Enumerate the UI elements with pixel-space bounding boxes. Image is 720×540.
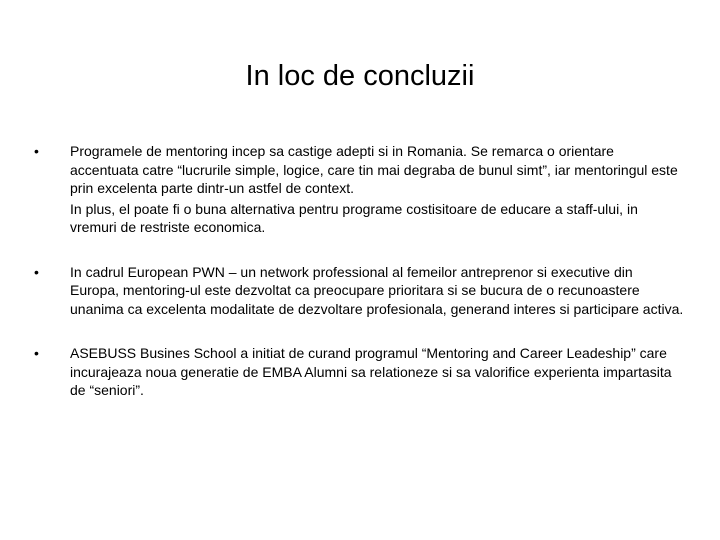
bullet-list: [34, 142, 684, 400]
bullet-item-mentoring-romania: [34, 142, 684, 237]
slide-title: In loc de concluzii: [245, 60, 475, 92]
bullet-text: Programele de mentoring incep sa castige adepti si in Romania. Se remarca o orientare accentuata catre “lucrurile simple, logice, care tin mai degraba de bunul simt”, iar mentoringul este prin excelenta parte dintr-un astfel de context.: [70, 143, 678, 196]
bullet-item-european-pwn: [34, 263, 684, 319]
bullet-text: In plus, el poate fi o buna alternativa pentru programe costisitoare de educare a staff-ului, in vremuri de restriste economica.: [70, 200, 638, 235]
bullet-text: In cadrul European PWN – un network professional al femeilor antreprenor si executive din Europa, mentoring-ul este dezvoltat ca preocupare prioritara si se bucura de o recunoastere unanima ca excelenta modalitate de dezvoltare profesionala, generand interes si participare activa.: [70, 263, 684, 317]
bullet-dot-icon: •: [34, 263, 39, 280]
bullet-item-asebuss: [34, 344, 684, 400]
bullet-dot-icon: •: [34, 345, 39, 361]
bullet-dot-icon: •: [34, 143, 39, 159]
bullet-text: ASEBUSS Busines School a initiat de curand programul “Mentoring and Career Leadeship” care incurajeaza noua generatie de EMBA Alumni sa relationeze si sa valorifice experienta impartasita de “seniori”.: [70, 345, 672, 398]
